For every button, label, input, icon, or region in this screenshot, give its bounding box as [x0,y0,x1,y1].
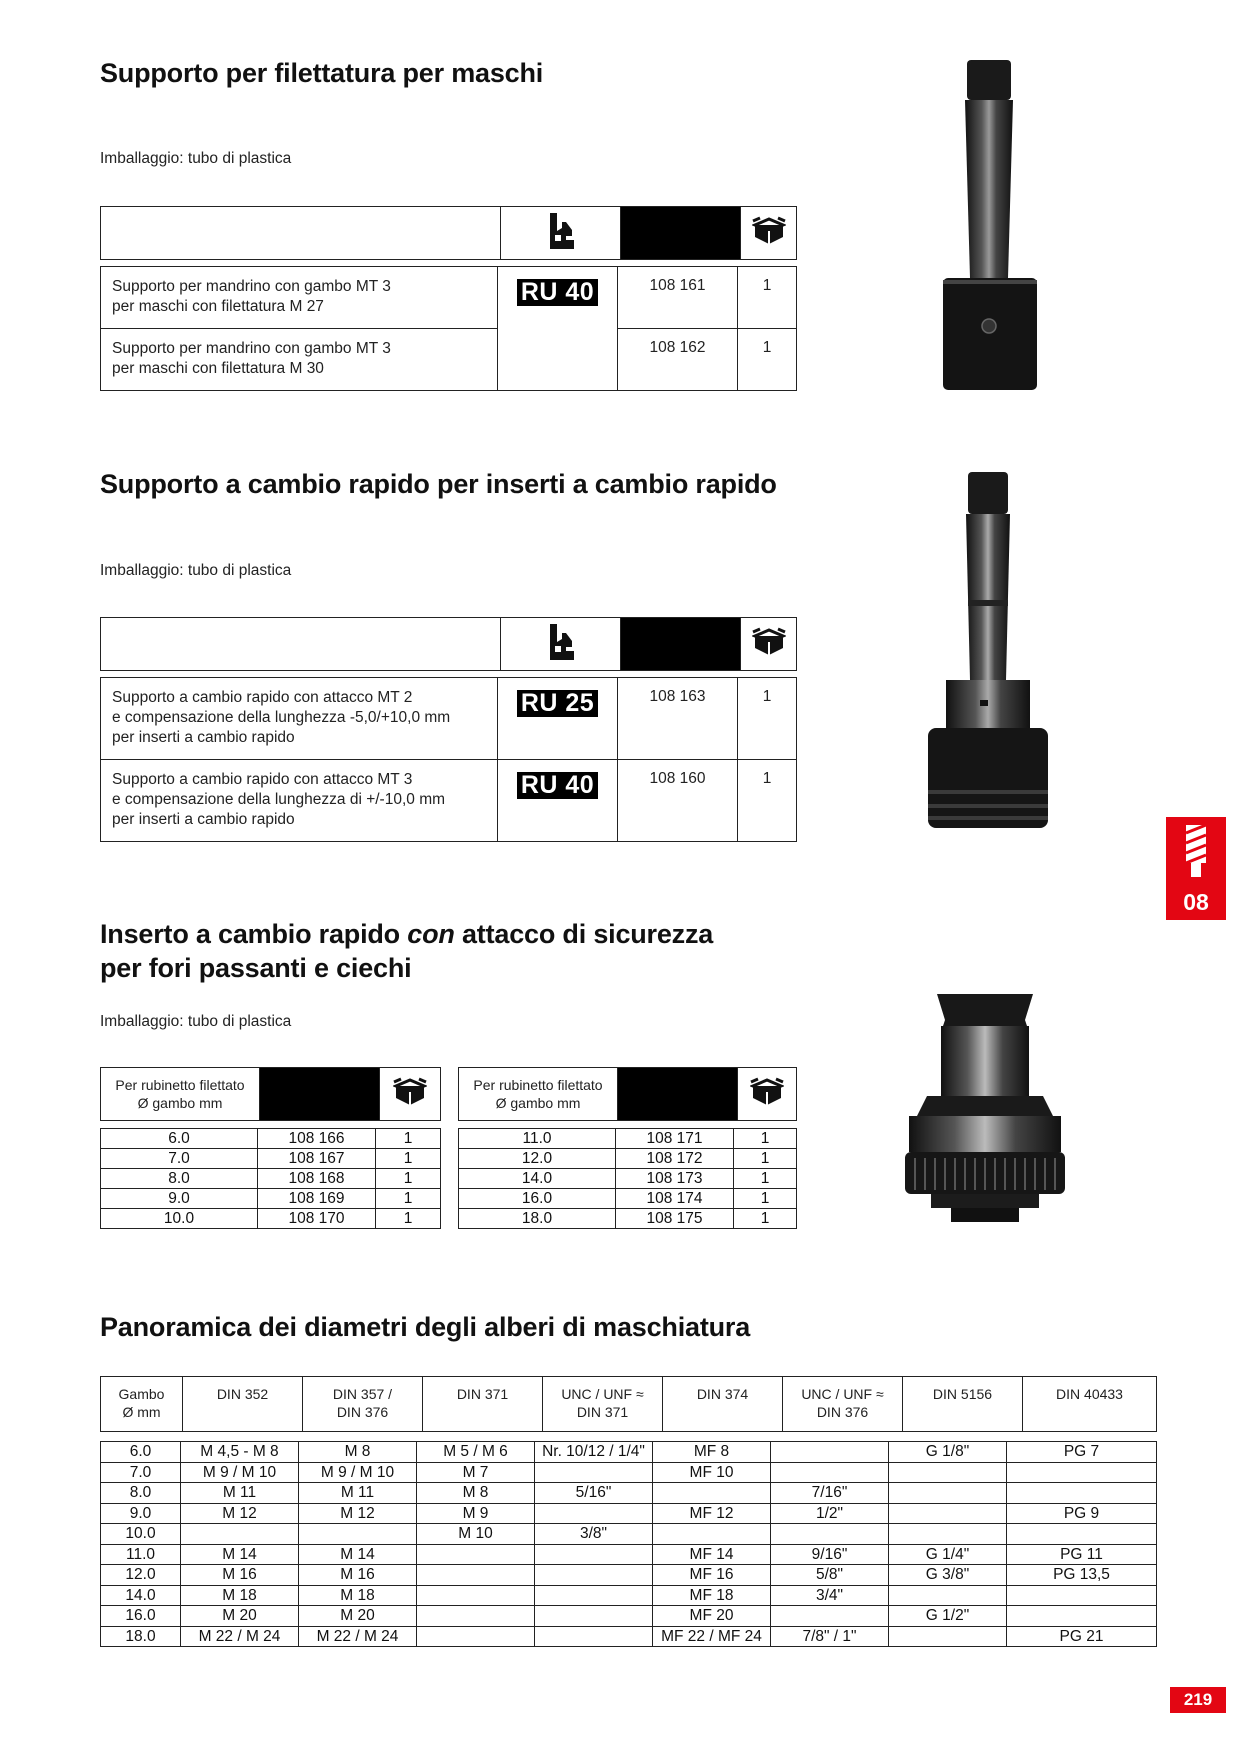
table-cell [417,1626,535,1647]
table-cell: 3/4" [771,1585,889,1606]
column-header [1023,1377,1157,1432]
shank-diameter: 14.0 [459,1169,616,1189]
header-line1: DIN 5156 [932,1386,993,1402]
section2-header-bar [100,617,797,671]
header-line1: DIN 371 [456,1386,509,1402]
chapter-number: 08 [1183,889,1209,915]
table-cell [535,1606,653,1627]
table-cell: Nr. 10/12 / 1/4" [535,1442,653,1463]
shank-diameter: 12.0 [459,1149,616,1169]
title-part1: Inserto a cambio rapido [100,919,408,949]
table-cell: MF 12 [653,1503,771,1524]
quantity: 1 [376,1209,441,1229]
shank-diameter: 7.0 [101,1149,258,1169]
row-line1: Supporto a cambio rapido con attacco MT 3 [112,771,413,788]
table-cell: M 12 [299,1503,417,1524]
table-cell [1007,1585,1157,1606]
header-line1: UNC / UNF ≈ [801,1386,884,1402]
header-line1: DIN 357 / [332,1386,393,1402]
table-cell: 5/8" [771,1565,889,1586]
ru-badge: RU 40 [517,279,598,306]
section4-title: Panoramica dei diametri degli alberi di maschiatura [100,1312,751,1342]
table-cell: M 8 [299,1442,417,1463]
quantity: 1 [738,267,797,329]
table-cell [889,1483,1007,1504]
table-row [459,1189,797,1209]
shank-diameter: 10.0 [101,1209,258,1229]
table-cell: 12.0 [101,1565,181,1586]
title-italic: con [407,919,455,949]
box-icon [393,1077,427,1107]
column-header [101,1377,183,1432]
row-line1: Supporto per mandrino con gambo MT 3 [112,340,391,357]
row-line2: e compensazione della lunghezza di +/-10,0 mm [112,791,446,808]
table-cell: G 1/4" [889,1544,1007,1565]
quantity: 1 [376,1129,441,1149]
table-row [101,1149,441,1169]
table-cell [771,1442,889,1463]
column-header [543,1377,663,1432]
product-image-quick-change-holder [918,470,1058,840]
quantity: 1 [734,1209,797,1229]
quantity: 1 [376,1189,441,1209]
table-cell: G 1/8" [889,1442,1007,1463]
table-cell [889,1585,1007,1606]
table-cell: PG 11 [1007,1544,1157,1565]
header-line1: Per rubinetto filettato [115,1077,245,1093]
table-cell [181,1524,299,1545]
box-icon [752,216,786,246]
header-line2: DIN 376 [816,1404,869,1420]
table-row [101,760,797,842]
product-image-insert [895,990,1075,1230]
overview-table [100,1441,1157,1647]
table-cell: 5/16" [535,1483,653,1504]
table-cell [535,1626,653,1647]
table-row [101,267,797,329]
table-cell [653,1524,771,1545]
table-cell: 16.0 [101,1606,181,1627]
shank-diameter: 18.0 [459,1209,616,1229]
shank-diameter: 9.0 [101,1189,258,1209]
table-cell [535,1503,653,1524]
table-cell [417,1606,535,1627]
table-cell [535,1585,653,1606]
column-header [423,1377,543,1432]
table-cell [1007,1524,1157,1545]
shank-diameter: 6.0 [101,1129,258,1149]
table-cell: M 11 [299,1483,417,1504]
ru-badge: RU 25 [517,690,598,717]
row-line3: per inserti a cambio rapido [112,811,295,828]
table-cell [771,1606,889,1627]
table-cell: M 10 [417,1524,535,1545]
article-code: 108 168 [258,1169,376,1189]
table-cell [889,1524,1007,1545]
table-cell: M 4,5 - M 8 [181,1442,299,1463]
table-cell: MF 20 [653,1606,771,1627]
article-code: 108 169 [258,1189,376,1209]
section3-left-table [100,1128,441,1229]
title-part2: attacco di sicurezza [454,919,714,949]
table-cell [1007,1483,1157,1504]
article-code: 108 162 [618,329,738,391]
table-cell: M 5 / M 6 [417,1442,535,1463]
shank-diameter: 8.0 [101,1169,258,1189]
table-cell [417,1565,535,1586]
machine-icon [546,622,576,662]
table-cell: M 20 [299,1606,417,1627]
quantity: 1 [376,1149,441,1169]
table-row [101,1585,1157,1606]
table-cell: PG 13,5 [1007,1565,1157,1586]
table-cell [771,1524,889,1545]
table-row [101,1209,441,1229]
table-row [101,1626,1157,1647]
table-cell [299,1524,417,1545]
quantity: 1 [734,1189,797,1209]
column-header [903,1377,1023,1432]
shank-diameter: 11.0 [459,1129,616,1149]
article-code: 108 161 [618,267,738,329]
table-cell [535,1565,653,1586]
table-cell [889,1503,1007,1524]
table-row [459,1209,797,1229]
section3-packaging: Imballaggio: tubo di plastica [100,1013,292,1030]
article-code: 108 160 [618,760,738,842]
header-line1: DIN 352 [216,1386,269,1402]
quantity: 1 [738,329,797,391]
header-line2: Ø gambo mm [137,1095,223,1111]
table-row [101,1189,441,1209]
product-image-tap-holder [925,58,1055,398]
overview-header [100,1376,1157,1432]
section1-header-bar [100,206,797,260]
table-cell: 1/2" [771,1503,889,1524]
table-cell: 7/8" / 1" [771,1626,889,1647]
table-cell: M 22 / M 24 [181,1626,299,1647]
row-line1: Supporto a cambio rapido con attacco MT 2 [112,689,413,706]
table-cell: M 9 / M 10 [299,1462,417,1483]
table-cell [889,1626,1007,1647]
table-cell: M 14 [299,1544,417,1565]
quantity: 1 [738,678,797,760]
table-row [459,1129,797,1149]
article-code: 108 172 [616,1149,734,1169]
table-cell: MF 10 [653,1462,771,1483]
header-line2: DIN 376 [336,1404,389,1420]
table-cell: M 16 [181,1565,299,1586]
ru-badge: RU 40 [517,772,598,799]
quantity: 1 [734,1129,797,1149]
header-line2: Ø gambo mm [495,1095,581,1111]
table-cell: 9.0 [101,1503,181,1524]
article-code: 108 173 [616,1169,734,1189]
table-cell: PG 9 [1007,1503,1157,1524]
table-row [459,1169,797,1189]
machine-icon [546,211,576,251]
table-cell [535,1462,653,1483]
table-row [101,1503,1157,1524]
table-cell: M 16 [299,1565,417,1586]
table-cell: PG 7 [1007,1442,1157,1463]
row-line2: per maschi con filettatura M 27 [112,298,324,315]
table-cell: 18.0 [101,1626,181,1647]
table-row [101,1524,1157,1545]
row-line2: per maschi con filettatura M 30 [112,360,324,377]
table-cell: 8.0 [101,1483,181,1504]
table-row [101,1169,441,1189]
article-code: 108 163 [618,678,738,760]
title-line2: per fori passanti e ciechi [100,953,412,983]
row-line1: Supporto per mandrino con gambo MT 3 [112,278,391,295]
table-cell: 7.0 [101,1462,181,1483]
quantity: 1 [738,760,797,842]
table-row [101,1565,1157,1586]
section1-table [100,266,797,391]
table-row [101,1544,1157,1565]
table-cell: M 9 [417,1503,535,1524]
table-cell: M 22 / M 24 [299,1626,417,1647]
box-icon [752,627,786,657]
article-code: 108 171 [616,1129,734,1149]
table-row [101,1442,1157,1463]
table-cell [653,1483,771,1504]
header-line1: Gambo [118,1386,165,1402]
box-icon [750,1077,784,1107]
article-code: 108 167 [258,1149,376,1169]
article-code: 108 174 [616,1189,734,1209]
table-cell: PG 21 [1007,1626,1157,1647]
row-line3: per inserti a cambio rapido [112,729,295,746]
table-cell: M 9 / M 10 [181,1462,299,1483]
table-cell [1007,1606,1157,1627]
section3-right-header [458,1067,797,1121]
page-number: 219 [1170,1687,1226,1713]
article-code: 108 166 [258,1129,376,1149]
section2-title: Supporto a cambio rapido per inserti a cambio rapido [100,469,777,499]
header-line1: DIN 40433 [1056,1386,1123,1402]
table-cell [535,1544,653,1565]
table-cell: MF 22 / MF 24 [653,1626,771,1647]
row-line2: e compensazione della lunghezza -5,0/+10,0 mm [112,709,451,726]
table-cell: G 3/8" [889,1565,1007,1586]
table-row [459,1149,797,1169]
drill-icon [1184,825,1208,877]
table-cell: MF 16 [653,1565,771,1586]
column-header [783,1377,903,1432]
header-line2: Ø mm [122,1404,161,1420]
table-cell [1007,1462,1157,1483]
article-code: 108 170 [258,1209,376,1229]
section3-right-table [458,1128,797,1229]
table-row [101,1483,1157,1504]
header-line1: UNC / UNF ≈ [561,1386,644,1402]
quantity: 1 [734,1149,797,1169]
table-cell: M 7 [417,1462,535,1483]
chapter-tab [1166,817,1226,920]
table-row [101,1129,441,1149]
table-row [101,678,797,760]
table-cell: 10.0 [101,1524,181,1545]
section1-title: Supporto per filettatura per maschi [100,58,544,88]
table-cell [417,1585,535,1606]
table-row [101,1606,1157,1627]
article-code: 108 175 [616,1209,734,1229]
table-cell: G 1/2" [889,1606,1007,1627]
shank-diameter: 16.0 [459,1189,616,1209]
column-header [183,1377,303,1432]
table-cell: M 12 [181,1503,299,1524]
table-cell: MF 8 [653,1442,771,1463]
table-cell: 14.0 [101,1585,181,1606]
table-cell [889,1462,1007,1483]
section2-table [100,677,797,842]
table-cell: M 18 [299,1585,417,1606]
header-line1: DIN 374 [696,1386,749,1402]
table-cell: 11.0 [101,1544,181,1565]
table-row [101,329,797,391]
column-header [303,1377,423,1432]
table-cell: M 20 [181,1606,299,1627]
section3-title [100,917,713,985]
quantity: 1 [734,1169,797,1189]
table-row [101,1462,1157,1483]
table-cell [417,1544,535,1565]
table-cell: M 14 [181,1544,299,1565]
table-cell: 7/16" [771,1483,889,1504]
table-cell: MF 14 [653,1544,771,1565]
quantity: 1 [376,1169,441,1189]
table-cell: M 11 [181,1483,299,1504]
table-cell: MF 18 [653,1585,771,1606]
header-line2: DIN 371 [576,1404,629,1420]
table-cell: 3/8" [535,1524,653,1545]
section2-packaging: Imballaggio: tubo di plastica [100,562,292,579]
column-header [663,1377,783,1432]
section3-left-header [100,1067,441,1121]
section1-packaging: Imballaggio: tubo di plastica [100,150,292,167]
table-cell: M 18 [181,1585,299,1606]
header-line1: Per rubinetto filettato [473,1077,603,1093]
table-cell: 6.0 [101,1442,181,1463]
table-cell: 9/16" [771,1544,889,1565]
table-cell [771,1462,889,1483]
table-cell: M 8 [417,1483,535,1504]
